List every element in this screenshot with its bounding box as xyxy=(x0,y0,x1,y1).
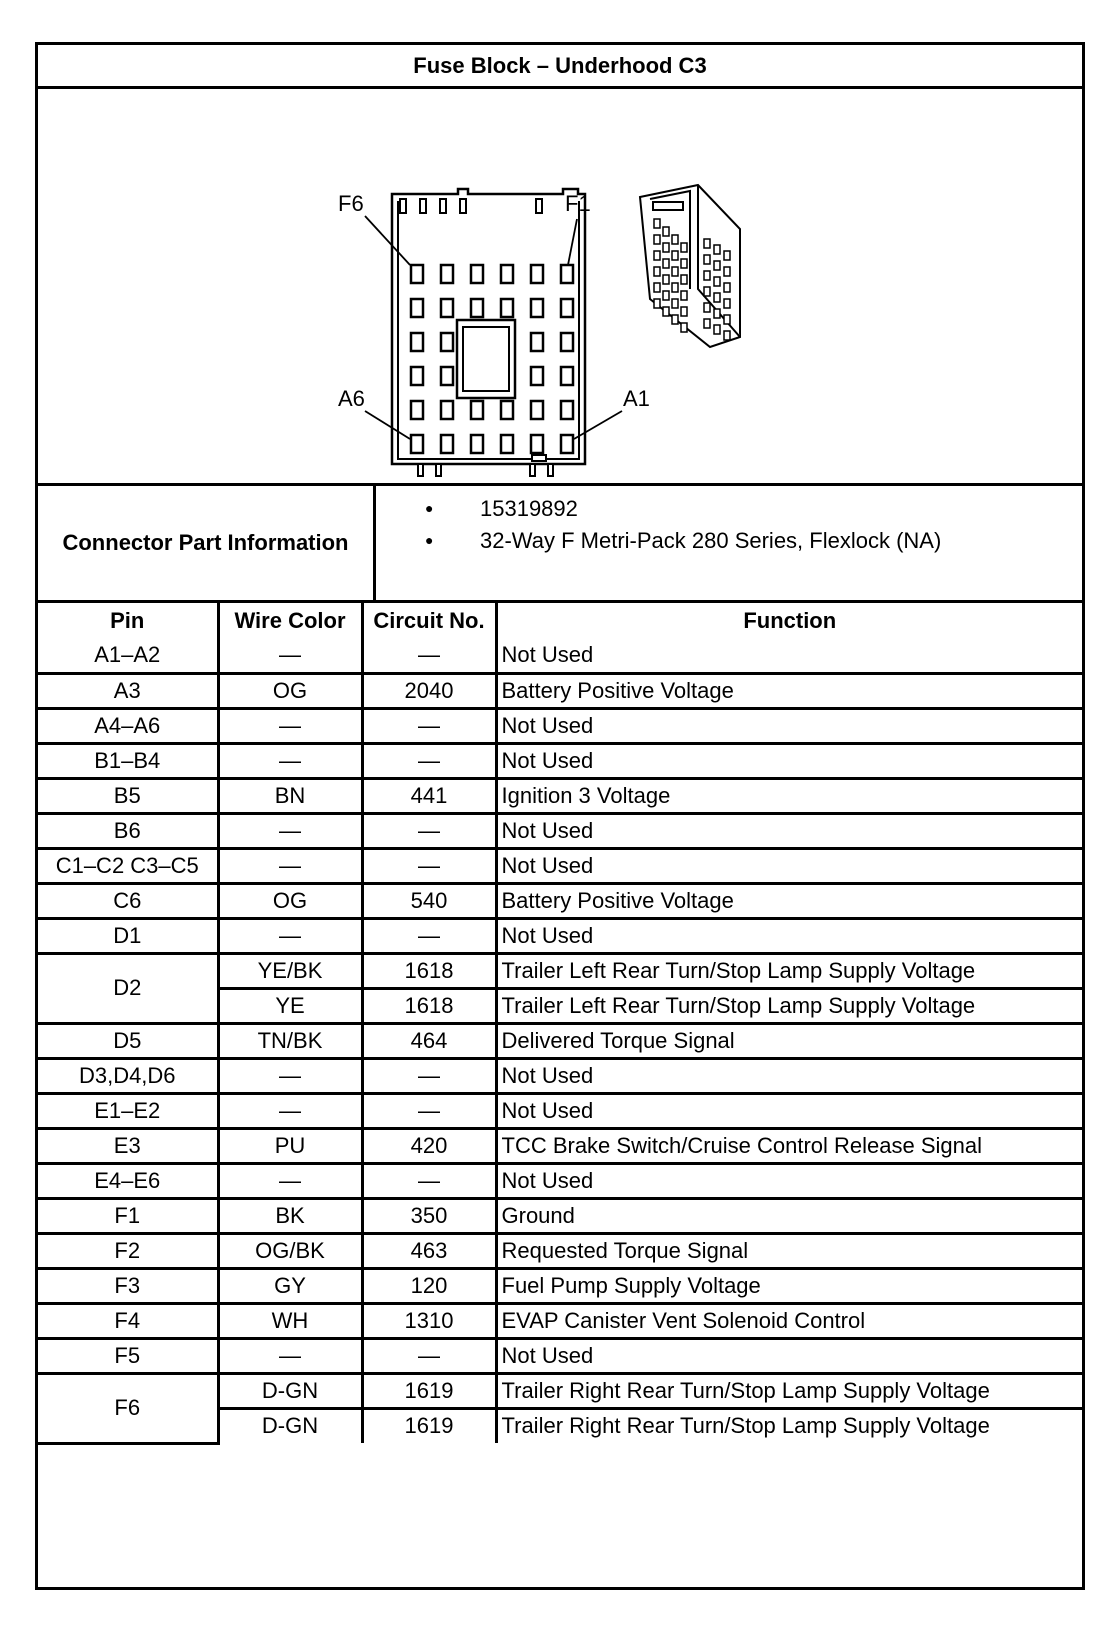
iso-cavity xyxy=(724,299,730,308)
iso-cavity xyxy=(654,283,660,292)
iso-cavity xyxy=(654,299,660,308)
function-cell: Not Used xyxy=(496,743,1082,778)
table-row xyxy=(38,1163,1082,1198)
cavity xyxy=(441,367,453,385)
iso-cavity xyxy=(724,251,730,260)
circuit-cell: 120 xyxy=(362,1268,496,1303)
connector-part-info-list: 15319892 32-Way F Metri-Pack 280 Series, Flexlock (NA) xyxy=(480,496,942,553)
pin-cell: B5 xyxy=(38,778,218,813)
circuit-cell: — xyxy=(362,708,496,743)
cavity xyxy=(531,333,543,351)
pin-table xyxy=(38,603,1082,1445)
pin-cell: B1–B4 xyxy=(38,743,218,778)
table-row xyxy=(38,1093,1082,1128)
function-cell: Battery Positive Voltage xyxy=(496,673,1082,708)
pin-cell: F4 xyxy=(38,1303,218,1338)
pin-cell: E3 xyxy=(38,1128,218,1163)
pin-cell: F1 xyxy=(38,1198,218,1233)
function-cell: Requested Torque Signal xyxy=(496,1233,1082,1268)
function-cell: Not Used xyxy=(496,1338,1082,1373)
header-pin: Pin xyxy=(38,603,218,638)
circuit-cell: 464 xyxy=(362,1023,496,1058)
wire-color-cell: D-GN xyxy=(218,1373,362,1408)
connector-face-drawing xyxy=(38,89,1082,483)
iso-cavity xyxy=(704,271,710,280)
iso-cavity xyxy=(672,267,678,276)
label-f6: F6 xyxy=(338,191,364,216)
iso-cavity xyxy=(704,303,710,312)
cavity xyxy=(411,435,423,453)
pin-cell: F2 xyxy=(38,1233,218,1268)
header-function: Function xyxy=(496,603,1082,638)
wire-color-cell: OG/BK xyxy=(218,1233,362,1268)
header-wire-color: Wire Color xyxy=(218,603,362,638)
iso-cavity xyxy=(654,267,660,276)
wire-color-cell: — xyxy=(218,708,362,743)
circuit-cell: 540 xyxy=(362,883,496,918)
pin-cell: D5 xyxy=(38,1023,218,1058)
circuit-cell: — xyxy=(362,848,496,883)
pin-cell: F6 xyxy=(38,1373,218,1443)
wire-color-cell: — xyxy=(218,638,362,673)
function-cell: Battery Positive Voltage xyxy=(496,883,1082,918)
table-row xyxy=(38,1233,1082,1268)
function-cell: Trailer Right Rear Turn/Stop Lamp Supply Voltage xyxy=(496,1373,1082,1408)
cavity xyxy=(561,333,573,351)
cavity xyxy=(441,435,453,453)
table-row xyxy=(38,1058,1082,1093)
header-circuit-no: Circuit No. xyxy=(362,603,496,638)
wire-color-cell: YE xyxy=(218,988,362,1023)
pin-cell: C1–C2 C3–C5 xyxy=(38,848,218,883)
iso-cavity xyxy=(654,235,660,244)
function-cell: TCC Brake Switch/Cruise Control Release Signal xyxy=(496,1128,1082,1163)
cavity xyxy=(471,299,483,317)
pin-cell: A4–A6 xyxy=(38,708,218,743)
function-cell: Fuel Pump Supply Voltage xyxy=(496,1268,1082,1303)
wire-color-cell: OG xyxy=(218,673,362,708)
page-title: Fuse Block – Underhood C3 xyxy=(38,45,1082,89)
circuit-cell: 463 xyxy=(362,1233,496,1268)
iso-cavity xyxy=(672,283,678,292)
iso-cavity xyxy=(724,315,730,324)
wire-color-cell: BN xyxy=(218,778,362,813)
table-header-row xyxy=(38,603,1082,638)
circuit-cell: — xyxy=(362,1058,496,1093)
function-cell: Trailer Right Rear Turn/Stop Lamp Supply Voltage xyxy=(496,1408,1082,1443)
wire-color-cell: — xyxy=(218,1163,362,1198)
function-cell: Not Used xyxy=(496,638,1082,673)
iso-cavity xyxy=(704,319,710,328)
table-row xyxy=(38,1373,1082,1408)
cavity xyxy=(411,401,423,419)
iso-cavity xyxy=(714,293,720,302)
circuit-cell: 2040 xyxy=(362,673,496,708)
table-row xyxy=(38,743,1082,778)
cavity xyxy=(441,265,453,283)
table-row xyxy=(38,953,1082,988)
iso-cavity xyxy=(681,291,687,300)
wire-color-cell: GY xyxy=(218,1268,362,1303)
label-a6: A6 xyxy=(338,386,365,411)
cavity xyxy=(501,435,513,453)
iso-cavity xyxy=(724,331,730,340)
circuit-cell: — xyxy=(362,1163,496,1198)
cavity xyxy=(471,435,483,453)
pin-cell: C6 xyxy=(38,883,218,918)
circuit-cell: 1619 xyxy=(362,1408,496,1443)
wire-color-cell: YE/BK xyxy=(218,953,362,988)
pin-cell: B6 xyxy=(38,813,218,848)
cavity xyxy=(531,367,543,385)
connector-part-info xyxy=(38,486,1082,603)
wire-color-cell: — xyxy=(218,1338,362,1373)
function-cell: Not Used xyxy=(496,708,1082,743)
function-cell: Ignition 3 Voltage xyxy=(496,778,1082,813)
iso-cavity xyxy=(672,235,678,244)
cavity xyxy=(441,333,453,351)
cavity xyxy=(471,265,483,283)
cavity xyxy=(441,299,453,317)
function-cell: Not Used xyxy=(496,1163,1082,1198)
iso-cavity xyxy=(663,259,669,268)
function-cell: Not Used xyxy=(496,813,1082,848)
label-a1: A1 xyxy=(623,386,650,411)
cavity xyxy=(411,333,423,351)
circuit-cell: — xyxy=(362,638,496,673)
circuit-cell: — xyxy=(362,1338,496,1373)
table-row xyxy=(38,1128,1082,1163)
iso-cavity xyxy=(654,219,660,228)
iso-cavity xyxy=(714,261,720,270)
cavity xyxy=(561,401,573,419)
iso-cavity xyxy=(724,283,730,292)
circuit-cell: 1618 xyxy=(362,953,496,988)
table-row xyxy=(38,883,1082,918)
wire-color-cell: — xyxy=(218,918,362,953)
table-row xyxy=(38,708,1082,743)
iso-cavity xyxy=(724,267,730,276)
circuit-cell: — xyxy=(362,813,496,848)
pin-cell: D2 xyxy=(38,953,218,1023)
iso-cavity xyxy=(714,309,720,318)
iso-cavity xyxy=(654,251,660,260)
table-row xyxy=(38,813,1082,848)
wire-color-cell: D-GN xyxy=(218,1408,362,1443)
pin-table-body xyxy=(38,638,1082,1443)
iso-cavity xyxy=(704,287,710,296)
cavity xyxy=(561,367,573,385)
circuit-cell: 420 xyxy=(362,1128,496,1163)
pin-cell: D1 xyxy=(38,918,218,953)
iso-cavity xyxy=(672,315,678,324)
cavity xyxy=(501,299,513,317)
circuit-cell: — xyxy=(362,743,496,778)
circuit-cell: 350 xyxy=(362,1198,496,1233)
connector-sheet xyxy=(35,42,1085,1590)
pin-cell: F5 xyxy=(38,1338,218,1373)
function-cell: EVAP Canister Vent Solenoid Control xyxy=(496,1303,1082,1338)
wire-color-cell: — xyxy=(218,743,362,778)
connector-part-info-label: Connector Part Information xyxy=(38,486,376,600)
iso-cavity xyxy=(663,227,669,236)
iso-cavity xyxy=(681,275,687,284)
label-f1: F1 xyxy=(565,191,591,216)
iso-cavity xyxy=(714,245,720,254)
cavity xyxy=(531,401,543,419)
wire-color-cell: TN/BK xyxy=(218,1023,362,1058)
function-cell: Delivered Torque Signal xyxy=(496,1023,1082,1058)
function-cell: Not Used xyxy=(496,918,1082,953)
wire-color-cell: WH xyxy=(218,1303,362,1338)
wire-color-cell: — xyxy=(218,1093,362,1128)
iso-cavity xyxy=(714,325,720,334)
table-row xyxy=(38,1023,1082,1058)
iso-cavity xyxy=(681,323,687,332)
function-cell: Trailer Left Rear Turn/Stop Lamp Supply Voltage xyxy=(496,953,1082,988)
iso-cavity xyxy=(663,275,669,284)
function-cell: Trailer Left Rear Turn/Stop Lamp Supply Voltage xyxy=(496,988,1082,1023)
iso-cavity xyxy=(681,243,687,252)
circuit-cell: — xyxy=(362,918,496,953)
cavity xyxy=(561,299,573,317)
wire-color-cell: — xyxy=(218,848,362,883)
wire-color-cell: — xyxy=(218,813,362,848)
iso-cavity xyxy=(704,239,710,248)
table-row xyxy=(38,848,1082,883)
cavity xyxy=(561,435,573,453)
iso-cavity xyxy=(663,243,669,252)
cavity xyxy=(501,265,513,283)
cavity xyxy=(441,401,453,419)
table-row xyxy=(38,1198,1082,1233)
function-cell: Not Used xyxy=(496,848,1082,883)
cavity xyxy=(531,435,543,453)
circuit-cell: 441 xyxy=(362,778,496,813)
table-row xyxy=(38,1268,1082,1303)
pin-cell: A3 xyxy=(38,673,218,708)
iso-cavity xyxy=(714,277,720,286)
pin-table-container xyxy=(38,603,1082,1445)
wire-color-cell: BK xyxy=(218,1198,362,1233)
iso-cavity xyxy=(672,299,678,308)
circuit-cell: 1619 xyxy=(362,1373,496,1408)
table-row xyxy=(38,918,1082,953)
cavity xyxy=(411,299,423,317)
table-row xyxy=(38,673,1082,708)
iso-cavity xyxy=(681,307,687,316)
function-cell: Ground xyxy=(496,1198,1082,1233)
cavity xyxy=(471,401,483,419)
cavity xyxy=(531,299,543,317)
iso-cavity xyxy=(681,259,687,268)
cavity xyxy=(561,265,573,283)
cavity xyxy=(411,265,423,283)
pin-cell: E1–E2 xyxy=(38,1093,218,1128)
pin-cell: D3,D4,D6 xyxy=(38,1058,218,1093)
pin-cell: A1–A2 xyxy=(38,638,218,673)
iso-cavity xyxy=(663,307,669,316)
wire-color-cell: — xyxy=(218,1058,362,1093)
circuit-cell: 1310 xyxy=(362,1303,496,1338)
cavity xyxy=(501,401,513,419)
circuit-cell: — xyxy=(362,1093,496,1128)
table-row xyxy=(38,638,1082,673)
function-cell: Not Used xyxy=(496,1093,1082,1128)
pin-cell: F3 xyxy=(38,1268,218,1303)
pin-cell: E4–E6 xyxy=(38,1163,218,1198)
wire-color-cell: OG xyxy=(218,883,362,918)
cavity xyxy=(531,265,543,283)
table-row xyxy=(38,1303,1082,1338)
function-cell: Not Used xyxy=(496,1058,1082,1093)
table-row xyxy=(38,778,1082,813)
cavity xyxy=(411,367,423,385)
connector-diagram xyxy=(38,89,1082,486)
iso-cavity xyxy=(663,291,669,300)
wire-color-cell: PU xyxy=(218,1128,362,1163)
iso-cavity xyxy=(704,255,710,264)
iso-cavity xyxy=(672,251,678,260)
circuit-cell: 1618 xyxy=(362,988,496,1023)
table-row xyxy=(38,1338,1082,1373)
